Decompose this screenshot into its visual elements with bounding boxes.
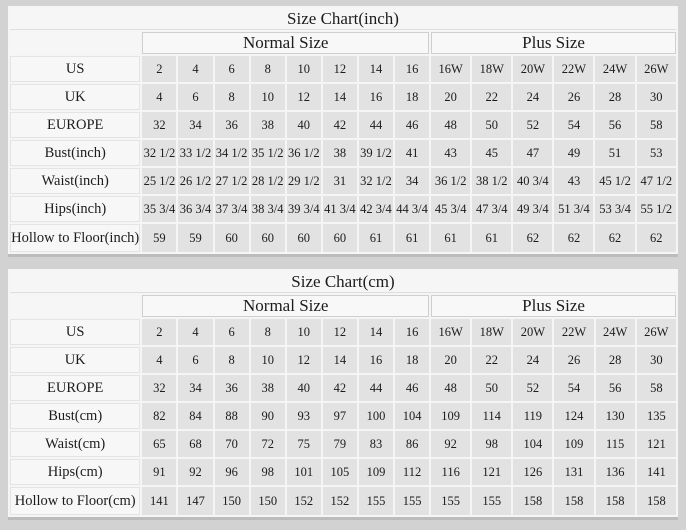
size-value-cell: 46 <box>395 112 429 138</box>
plus-size-header: Plus Size <box>431 295 676 317</box>
size-value-cell: 20W <box>513 319 552 345</box>
size-value-cell: 131 <box>554 459 593 485</box>
size-value-cell: 60 <box>215 224 249 252</box>
size-value-cell: 119 <box>513 403 552 429</box>
size-chart-cm-panel <box>8 269 678 517</box>
size-value-cell: 26W <box>637 56 676 82</box>
size-value-cell: 32 <box>142 112 176 138</box>
size-value-cell: 16W <box>431 56 470 82</box>
size-value-cell: 22 <box>472 347 511 373</box>
size-value-cell: 114 <box>472 403 511 429</box>
size-value-cell: 158 <box>637 487 676 515</box>
size-value-cell: 124 <box>554 403 593 429</box>
size-value-cell: 58 <box>637 375 676 401</box>
size-value-cell: 18W <box>472 56 511 82</box>
size-value-cell: 61 <box>431 224 470 252</box>
size-value-cell: 16 <box>359 347 393 373</box>
size-value-cell: 101 <box>287 459 321 485</box>
size-value-cell: 75 <box>287 431 321 457</box>
size-value-cell: 38 1/2 <box>472 168 511 194</box>
size-value-cell: 40 <box>287 112 321 138</box>
size-value-cell: 104 <box>513 431 552 457</box>
size-value-cell: 25 1/2 <box>142 168 176 194</box>
size-value-cell: 158 <box>513 487 552 515</box>
size-value-cell: 38 3/4 <box>251 196 285 222</box>
size-value-cell: 49 3/4 <box>513 196 552 222</box>
size-value-cell: 54 <box>554 112 593 138</box>
size-value-cell: 8 <box>251 56 285 82</box>
size-value-cell: 22 <box>472 84 511 110</box>
size-value-cell: 26W <box>637 319 676 345</box>
size-value-cell: 116 <box>431 459 470 485</box>
size-value-cell: 39 1/2 <box>359 140 393 166</box>
size-value-cell: 20 <box>431 347 470 373</box>
size-value-cell: 135 <box>637 403 676 429</box>
size-value-cell: 39 3/4 <box>287 196 321 222</box>
table-row <box>10 431 676 457</box>
size-value-cell: 42 <box>323 112 357 138</box>
row-label: Bust(cm) <box>10 403 140 429</box>
size-value-cell: 41 3/4 <box>323 196 357 222</box>
row-label: Bust(inch) <box>10 140 140 166</box>
size-value-cell: 47 <box>513 140 552 166</box>
size-value-cell: 27 1/2 <box>215 168 249 194</box>
row-label: EUROPE <box>10 112 140 138</box>
size-value-cell: 38 <box>323 140 357 166</box>
size-value-cell: 4 <box>142 347 176 373</box>
size-value-cell: 14 <box>359 319 393 345</box>
size-value-cell: 28 <box>596 347 635 373</box>
size-value-cell: 26 <box>554 84 593 110</box>
size-value-cell: 44 <box>359 375 393 401</box>
size-value-cell: 55 1/2 <box>637 196 676 222</box>
size-value-cell: 22W <box>554 56 593 82</box>
normal-size-header: Normal Size <box>142 295 429 317</box>
table-row <box>10 84 676 110</box>
size-value-cell: 92 <box>178 459 212 485</box>
size-value-cell: 2 <box>142 56 176 82</box>
size-value-cell: 36 1/2 <box>287 140 321 166</box>
row-label: Hips(cm) <box>10 459 140 485</box>
size-value-cell: 16W <box>431 319 470 345</box>
size-value-cell: 98 <box>251 459 285 485</box>
size-value-cell: 100 <box>359 403 393 429</box>
size-value-cell: 51 <box>595 140 634 166</box>
size-value-cell: 12 <box>323 56 357 82</box>
table-row <box>10 487 676 515</box>
size-value-cell: 109 <box>554 431 593 457</box>
size-value-cell: 141 <box>637 459 676 485</box>
size-chart-inch-body <box>10 56 676 252</box>
size-value-cell: 61 <box>472 224 511 252</box>
size-value-cell: 150 <box>215 487 249 515</box>
size-value-cell: 72 <box>251 431 285 457</box>
size-chart-cm-body <box>10 319 676 515</box>
size-chart-cm-table <box>8 269 678 517</box>
size-value-cell: 53 3/4 <box>595 196 634 222</box>
size-value-cell: 98 <box>472 431 511 457</box>
row-label: US <box>10 319 140 345</box>
size-value-cell: 97 <box>323 403 357 429</box>
size-value-cell: 12 <box>287 84 321 110</box>
size-value-cell: 31 <box>323 168 357 194</box>
size-value-cell: 59 <box>142 224 176 252</box>
size-value-cell: 62 <box>554 224 593 252</box>
row-label: EUROPE <box>10 375 140 401</box>
size-value-cell: 150 <box>251 487 285 515</box>
size-value-cell: 18 <box>395 347 429 373</box>
size-value-cell: 44 3/4 <box>395 196 429 222</box>
table-row <box>10 196 676 222</box>
size-value-cell: 14 <box>323 347 357 373</box>
size-value-cell: 115 <box>596 431 635 457</box>
size-value-cell: 141 <box>142 487 176 515</box>
size-value-cell: 32 <box>142 375 176 401</box>
size-value-cell: 28 1/2 <box>251 168 285 194</box>
plus-size-header: Plus Size <box>431 32 676 54</box>
size-value-cell: 50 <box>472 375 511 401</box>
size-value-cell: 10 <box>287 56 321 82</box>
size-value-cell: 152 <box>287 487 321 515</box>
size-value-cell: 34 <box>178 112 212 138</box>
size-value-cell: 96 <box>215 459 249 485</box>
size-value-cell: 136 <box>596 459 635 485</box>
size-value-cell: 10 <box>251 347 285 373</box>
size-value-cell: 36 3/4 <box>178 196 212 222</box>
size-value-cell: 155 <box>431 487 470 515</box>
row-label: UK <box>10 84 140 110</box>
table-row <box>10 375 676 401</box>
size-value-cell: 16 <box>395 319 429 345</box>
size-value-cell: 4 <box>178 56 212 82</box>
size-value-cell: 130 <box>596 403 635 429</box>
size-value-cell: 90 <box>251 403 285 429</box>
size-value-cell: 20W <box>513 56 552 82</box>
size-value-cell: 50 <box>472 112 511 138</box>
size-value-cell: 60 <box>323 224 357 252</box>
size-value-cell: 49 <box>554 140 593 166</box>
size-value-cell: 61 <box>395 224 429 252</box>
size-chart-inch-table <box>8 6 678 254</box>
table-row <box>10 224 676 252</box>
row-label: Waist(inch) <box>10 168 140 194</box>
table-title: Size Chart(inch) <box>10 8 676 30</box>
size-value-cell: 4 <box>142 84 176 110</box>
title-row <box>10 8 676 30</box>
table-title: Size Chart(cm) <box>10 271 676 293</box>
row-label: Waist(cm) <box>10 431 140 457</box>
size-value-cell: 22W <box>554 319 593 345</box>
size-value-cell: 32 1/2 <box>142 140 176 166</box>
table-row <box>10 403 676 429</box>
size-value-cell: 47 3/4 <box>472 196 511 222</box>
size-value-cell: 45 3/4 <box>431 196 470 222</box>
size-value-cell: 24 <box>513 347 552 373</box>
normal-size-header: Normal Size <box>142 32 429 54</box>
size-value-cell: 36 <box>215 112 249 138</box>
size-value-cell: 35 3/4 <box>142 196 176 222</box>
size-value-cell: 16 <box>395 56 429 82</box>
size-value-cell: 4 <box>178 319 212 345</box>
corner-cell <box>10 32 140 54</box>
row-label: US <box>10 56 140 82</box>
title-row <box>10 271 676 293</box>
size-value-cell: 43 <box>554 168 593 194</box>
size-value-cell: 36 <box>215 375 249 401</box>
table-row <box>10 347 676 373</box>
size-value-cell: 42 3/4 <box>359 196 393 222</box>
size-value-cell: 20 <box>431 84 470 110</box>
table-row <box>10 56 676 82</box>
size-value-cell: 30 <box>637 347 676 373</box>
table-row <box>10 459 676 485</box>
size-value-cell: 14 <box>323 84 357 110</box>
size-value-cell: 155 <box>395 487 429 515</box>
row-label: UK <box>10 347 140 373</box>
size-value-cell: 26 1/2 <box>178 168 212 194</box>
size-value-cell: 8 <box>215 84 249 110</box>
size-value-cell: 34 1/2 <box>215 140 249 166</box>
size-value-cell: 12 <box>287 347 321 373</box>
size-value-cell: 6 <box>178 84 212 110</box>
size-value-cell: 24W <box>596 319 635 345</box>
size-value-cell: 28 <box>595 84 634 110</box>
size-value-cell: 158 <box>554 487 593 515</box>
size-value-cell: 56 <box>596 375 635 401</box>
size-value-cell: 29 1/2 <box>287 168 321 194</box>
size-value-cell: 41 <box>395 140 429 166</box>
size-value-cell: 60 <box>287 224 321 252</box>
size-value-cell: 26 <box>554 347 593 373</box>
size-value-cell: 46 <box>395 375 429 401</box>
size-value-cell: 38 <box>251 112 285 138</box>
size-value-cell: 68 <box>178 431 212 457</box>
size-value-cell: 10 <box>287 319 321 345</box>
size-value-cell: 8 <box>251 319 285 345</box>
size-value-cell: 104 <box>395 403 429 429</box>
size-value-cell: 24W <box>595 56 634 82</box>
size-value-cell: 6 <box>215 319 249 345</box>
size-value-cell: 91 <box>142 459 176 485</box>
size-value-cell: 88 <box>215 403 249 429</box>
size-value-cell: 6 <box>215 56 249 82</box>
size-value-cell: 62 <box>637 224 676 252</box>
size-value-cell: 61 <box>359 224 393 252</box>
size-value-cell: 83 <box>359 431 393 457</box>
size-value-cell: 10 <box>251 84 285 110</box>
size-value-cell: 33 1/2 <box>178 140 212 166</box>
size-value-cell: 8 <box>215 347 249 373</box>
corner-cell <box>10 295 140 317</box>
size-value-cell: 38 <box>251 375 285 401</box>
size-chart-inch-panel <box>8 6 678 254</box>
size-value-cell: 51 3/4 <box>554 196 593 222</box>
size-value-cell: 62 <box>595 224 634 252</box>
row-label: Hips(inch) <box>10 196 140 222</box>
table-row <box>10 112 676 138</box>
size-value-cell: 37 3/4 <box>215 196 249 222</box>
size-value-cell: 56 <box>595 112 634 138</box>
row-label: Hollow to Floor(inch) <box>10 224 140 252</box>
size-value-cell: 82 <box>142 403 176 429</box>
size-value-cell: 93 <box>287 403 321 429</box>
size-value-cell: 12 <box>323 319 357 345</box>
size-value-cell: 16 <box>359 84 393 110</box>
size-value-cell: 60 <box>251 224 285 252</box>
size-value-cell: 58 <box>637 112 676 138</box>
size-value-cell: 36 1/2 <box>431 168 470 194</box>
size-value-cell: 40 3/4 <box>513 168 552 194</box>
size-value-cell: 86 <box>395 431 429 457</box>
size-value-cell: 59 <box>178 224 212 252</box>
size-value-cell: 47 1/2 <box>637 168 676 194</box>
size-value-cell: 105 <box>323 459 357 485</box>
size-value-cell: 152 <box>323 487 357 515</box>
size-value-cell: 52 <box>513 375 552 401</box>
group-header-row <box>10 295 676 317</box>
size-value-cell: 52 <box>513 112 552 138</box>
size-value-cell: 18W <box>472 319 511 345</box>
size-value-cell: 35 1/2 <box>251 140 285 166</box>
size-value-cell: 48 <box>431 375 470 401</box>
row-label: Hollow to Floor(cm) <box>10 487 140 515</box>
size-value-cell: 65 <box>142 431 176 457</box>
size-value-cell: 44 <box>359 112 393 138</box>
size-value-cell: 84 <box>178 403 212 429</box>
size-value-cell: 54 <box>554 375 593 401</box>
group-header-row <box>10 32 676 54</box>
table-row <box>10 319 676 345</box>
size-value-cell: 48 <box>431 112 470 138</box>
size-value-cell: 24 <box>513 84 552 110</box>
size-value-cell: 109 <box>431 403 470 429</box>
size-value-cell: 42 <box>323 375 357 401</box>
size-value-cell: 32 1/2 <box>359 168 393 194</box>
size-value-cell: 30 <box>637 84 676 110</box>
size-value-cell: 45 <box>472 140 511 166</box>
size-value-cell: 40 <box>287 375 321 401</box>
size-value-cell: 14 <box>359 56 393 82</box>
size-value-cell: 6 <box>178 347 212 373</box>
size-value-cell: 121 <box>472 459 511 485</box>
table-row <box>10 140 676 166</box>
size-value-cell: 109 <box>359 459 393 485</box>
size-value-cell: 45 1/2 <box>595 168 634 194</box>
size-value-cell: 92 <box>431 431 470 457</box>
size-value-cell: 79 <box>323 431 357 457</box>
size-value-cell: 18 <box>395 84 429 110</box>
size-value-cell: 158 <box>596 487 635 515</box>
size-value-cell: 155 <box>359 487 393 515</box>
size-value-cell: 147 <box>178 487 212 515</box>
size-value-cell: 34 <box>178 375 212 401</box>
size-value-cell: 70 <box>215 431 249 457</box>
size-value-cell: 126 <box>513 459 552 485</box>
size-value-cell: 121 <box>637 431 676 457</box>
size-value-cell: 62 <box>513 224 552 252</box>
table-row <box>10 168 676 194</box>
size-value-cell: 112 <box>395 459 429 485</box>
size-value-cell: 43 <box>431 140 470 166</box>
size-value-cell: 34 <box>395 168 429 194</box>
size-value-cell: 53 <box>637 140 676 166</box>
size-value-cell: 155 <box>472 487 511 515</box>
size-value-cell: 2 <box>142 319 176 345</box>
